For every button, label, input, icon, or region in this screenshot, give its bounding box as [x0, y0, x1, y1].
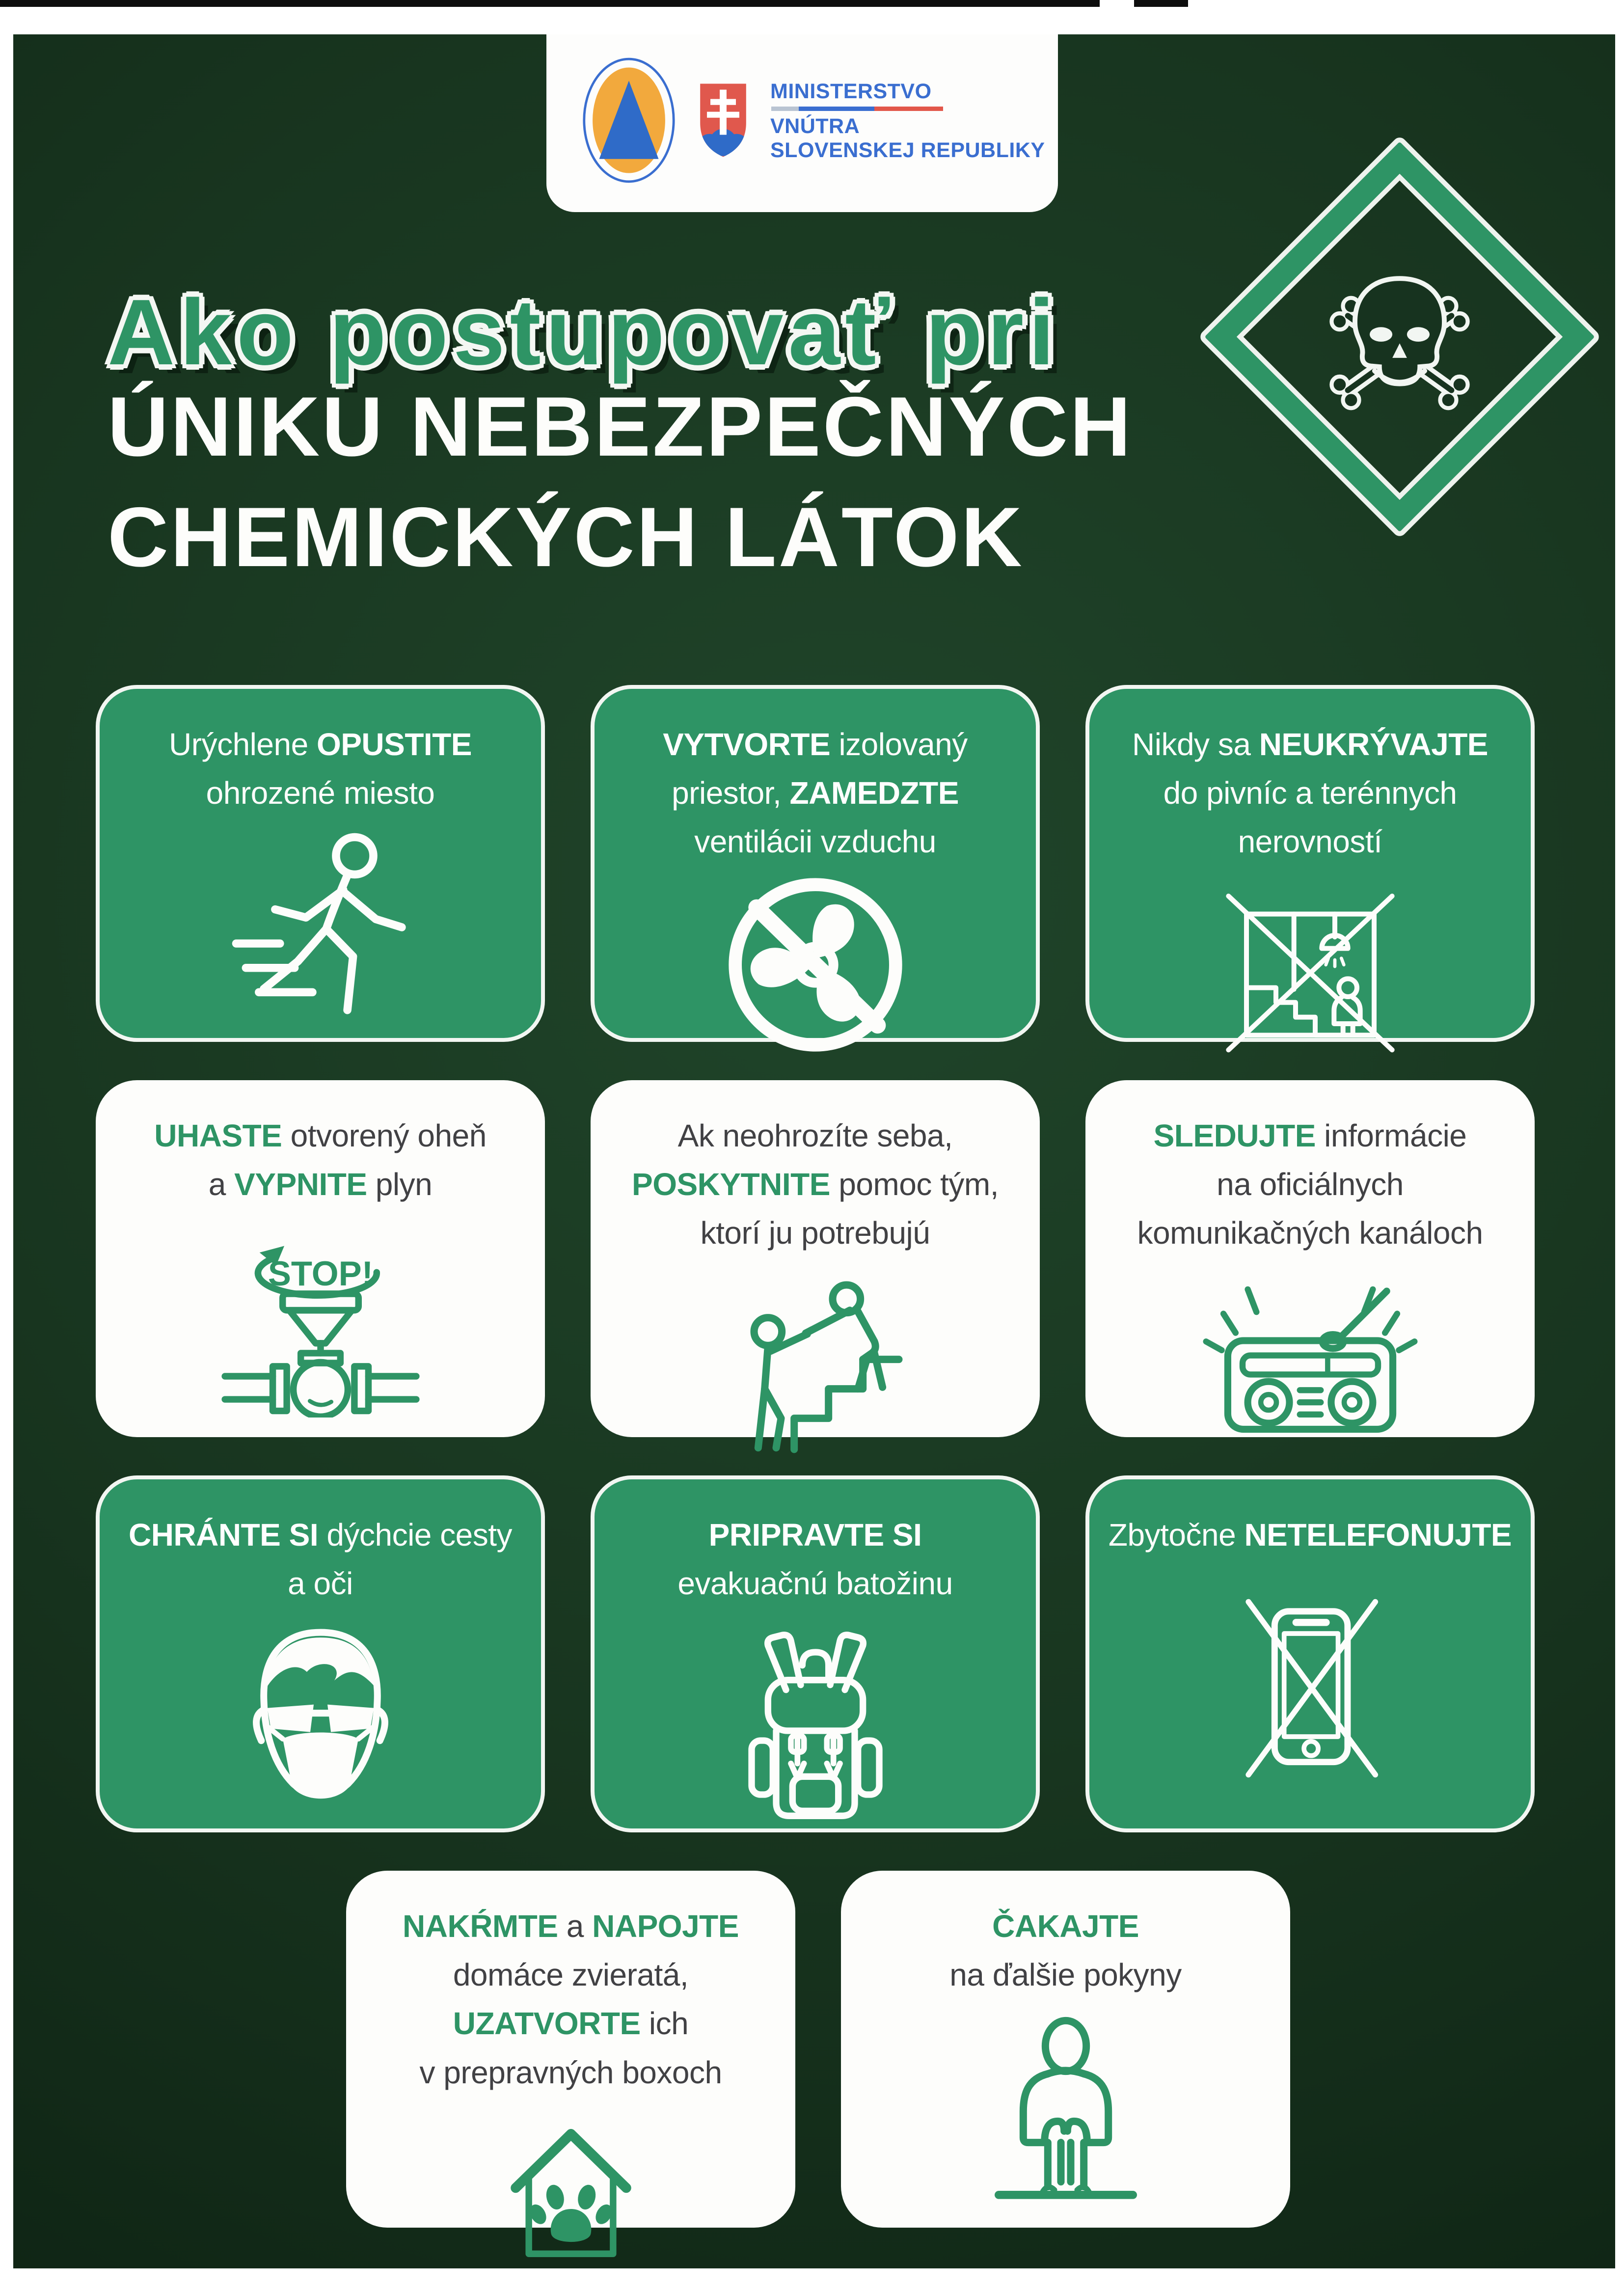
ministry-line: MINISTERSTVO — [770, 79, 932, 103]
running-person-icon — [113, 818, 527, 1020]
pet-house-icon — [360, 2097, 782, 2259]
card-text: Nikdy sa NEUKRÝVAJTE do pivníc a terénnych nerovností — [1132, 727, 1488, 860]
radio-icon — [1099, 1258, 1521, 1449]
card-row-4 — [346, 1871, 1290, 2228]
poster-title-line1: Ako postupovať pri — [108, 280, 1059, 384]
card-text: PRIPRAVTE SI evakuačnú batožinu — [677, 1517, 953, 1602]
waiting-person-icon — [855, 1999, 1276, 2210]
card-wait-instructions — [841, 1871, 1290, 2228]
card-leave-area — [96, 685, 545, 1042]
card-feed-pets — [346, 1871, 795, 2228]
card-text: Zbytočne NETELEFONUJTE — [1108, 1517, 1512, 1553]
backpack-icon — [608, 1608, 1022, 1824]
no-phone-icon — [1103, 1559, 1517, 1811]
no-basement-icon — [1103, 867, 1517, 1063]
ministry-line: VNÚTRA — [770, 114, 860, 138]
card-text: NAKŔMTE a NAPOJTE domáce zvieratá, UZATVORTE ich v prepravných boxoch — [403, 1908, 739, 2090]
card-isolate-space — [591, 685, 1040, 1042]
card-row-1 — [96, 685, 1535, 1042]
card-text: ČAKAJTE na ďalšie pokyny — [949, 1908, 1182, 1993]
card-text: SLEDUJTE informácie na oficiálnych komunikačných kanáloch — [1137, 1118, 1483, 1251]
card-protect-airways — [96, 1475, 545, 1832]
gas-valve-stop-icon — [109, 1209, 531, 1419]
card-row-2 — [96, 1080, 1535, 1437]
flag-underline — [771, 107, 943, 111]
card-text: CHRÁNTE SI dýchcie cesty a oči — [128, 1517, 513, 1602]
helping-hand-icon — [604, 1258, 1026, 1454]
slovak-coat-of-arms-icon — [698, 81, 749, 162]
card-no-basements — [1085, 685, 1535, 1042]
card-text: Ak neohrozíte seba, POSKYTNITE pomoc tým, ktorí ju potrebujú — [632, 1118, 999, 1251]
no-fan-icon — [608, 867, 1022, 1063]
card-extinguish-gas — [96, 1080, 545, 1437]
card-evacuation-bag — [591, 1475, 1040, 1832]
poster-background — [13, 34, 1615, 2268]
card-text: Urýchlene OPUSTITE ohrozené miesto — [169, 727, 472, 811]
poster-title-line3: CHEMICKÝCH LÁTOK — [108, 490, 1024, 584]
scan-artifact — [0, 0, 1100, 7]
card-follow-info — [1085, 1080, 1535, 1437]
stop-label: STOP! — [268, 1254, 373, 1293]
mask-goggles-icon — [113, 1608, 527, 1819]
card-text: UHASTE otvorený oheň a VYPNITE plyn — [154, 1118, 487, 1202]
ministry-name — [770, 80, 1045, 164]
card-help-others — [591, 1080, 1040, 1437]
poster-title-line2: ÚNIKU NEBEZPEČNÝCH — [108, 380, 1133, 474]
toxic-hazard-diamond — [1205, 142, 1595, 532]
ministry-header — [546, 34, 1058, 212]
skull-crossbones-icon — [1284, 221, 1515, 452]
card-no-calls — [1085, 1475, 1535, 1832]
card-row-3 — [96, 1475, 1535, 1832]
ministry-line: SLOVENSKEJ REPUBLIKY — [770, 138, 1045, 163]
card-text: VYTVORTE izolovaný priestor, ZAMEDZTE ventilácii vzduchu — [663, 727, 968, 860]
scan-artifact — [1134, 0, 1188, 7]
civil-protection-logo-icon — [582, 56, 676, 187]
